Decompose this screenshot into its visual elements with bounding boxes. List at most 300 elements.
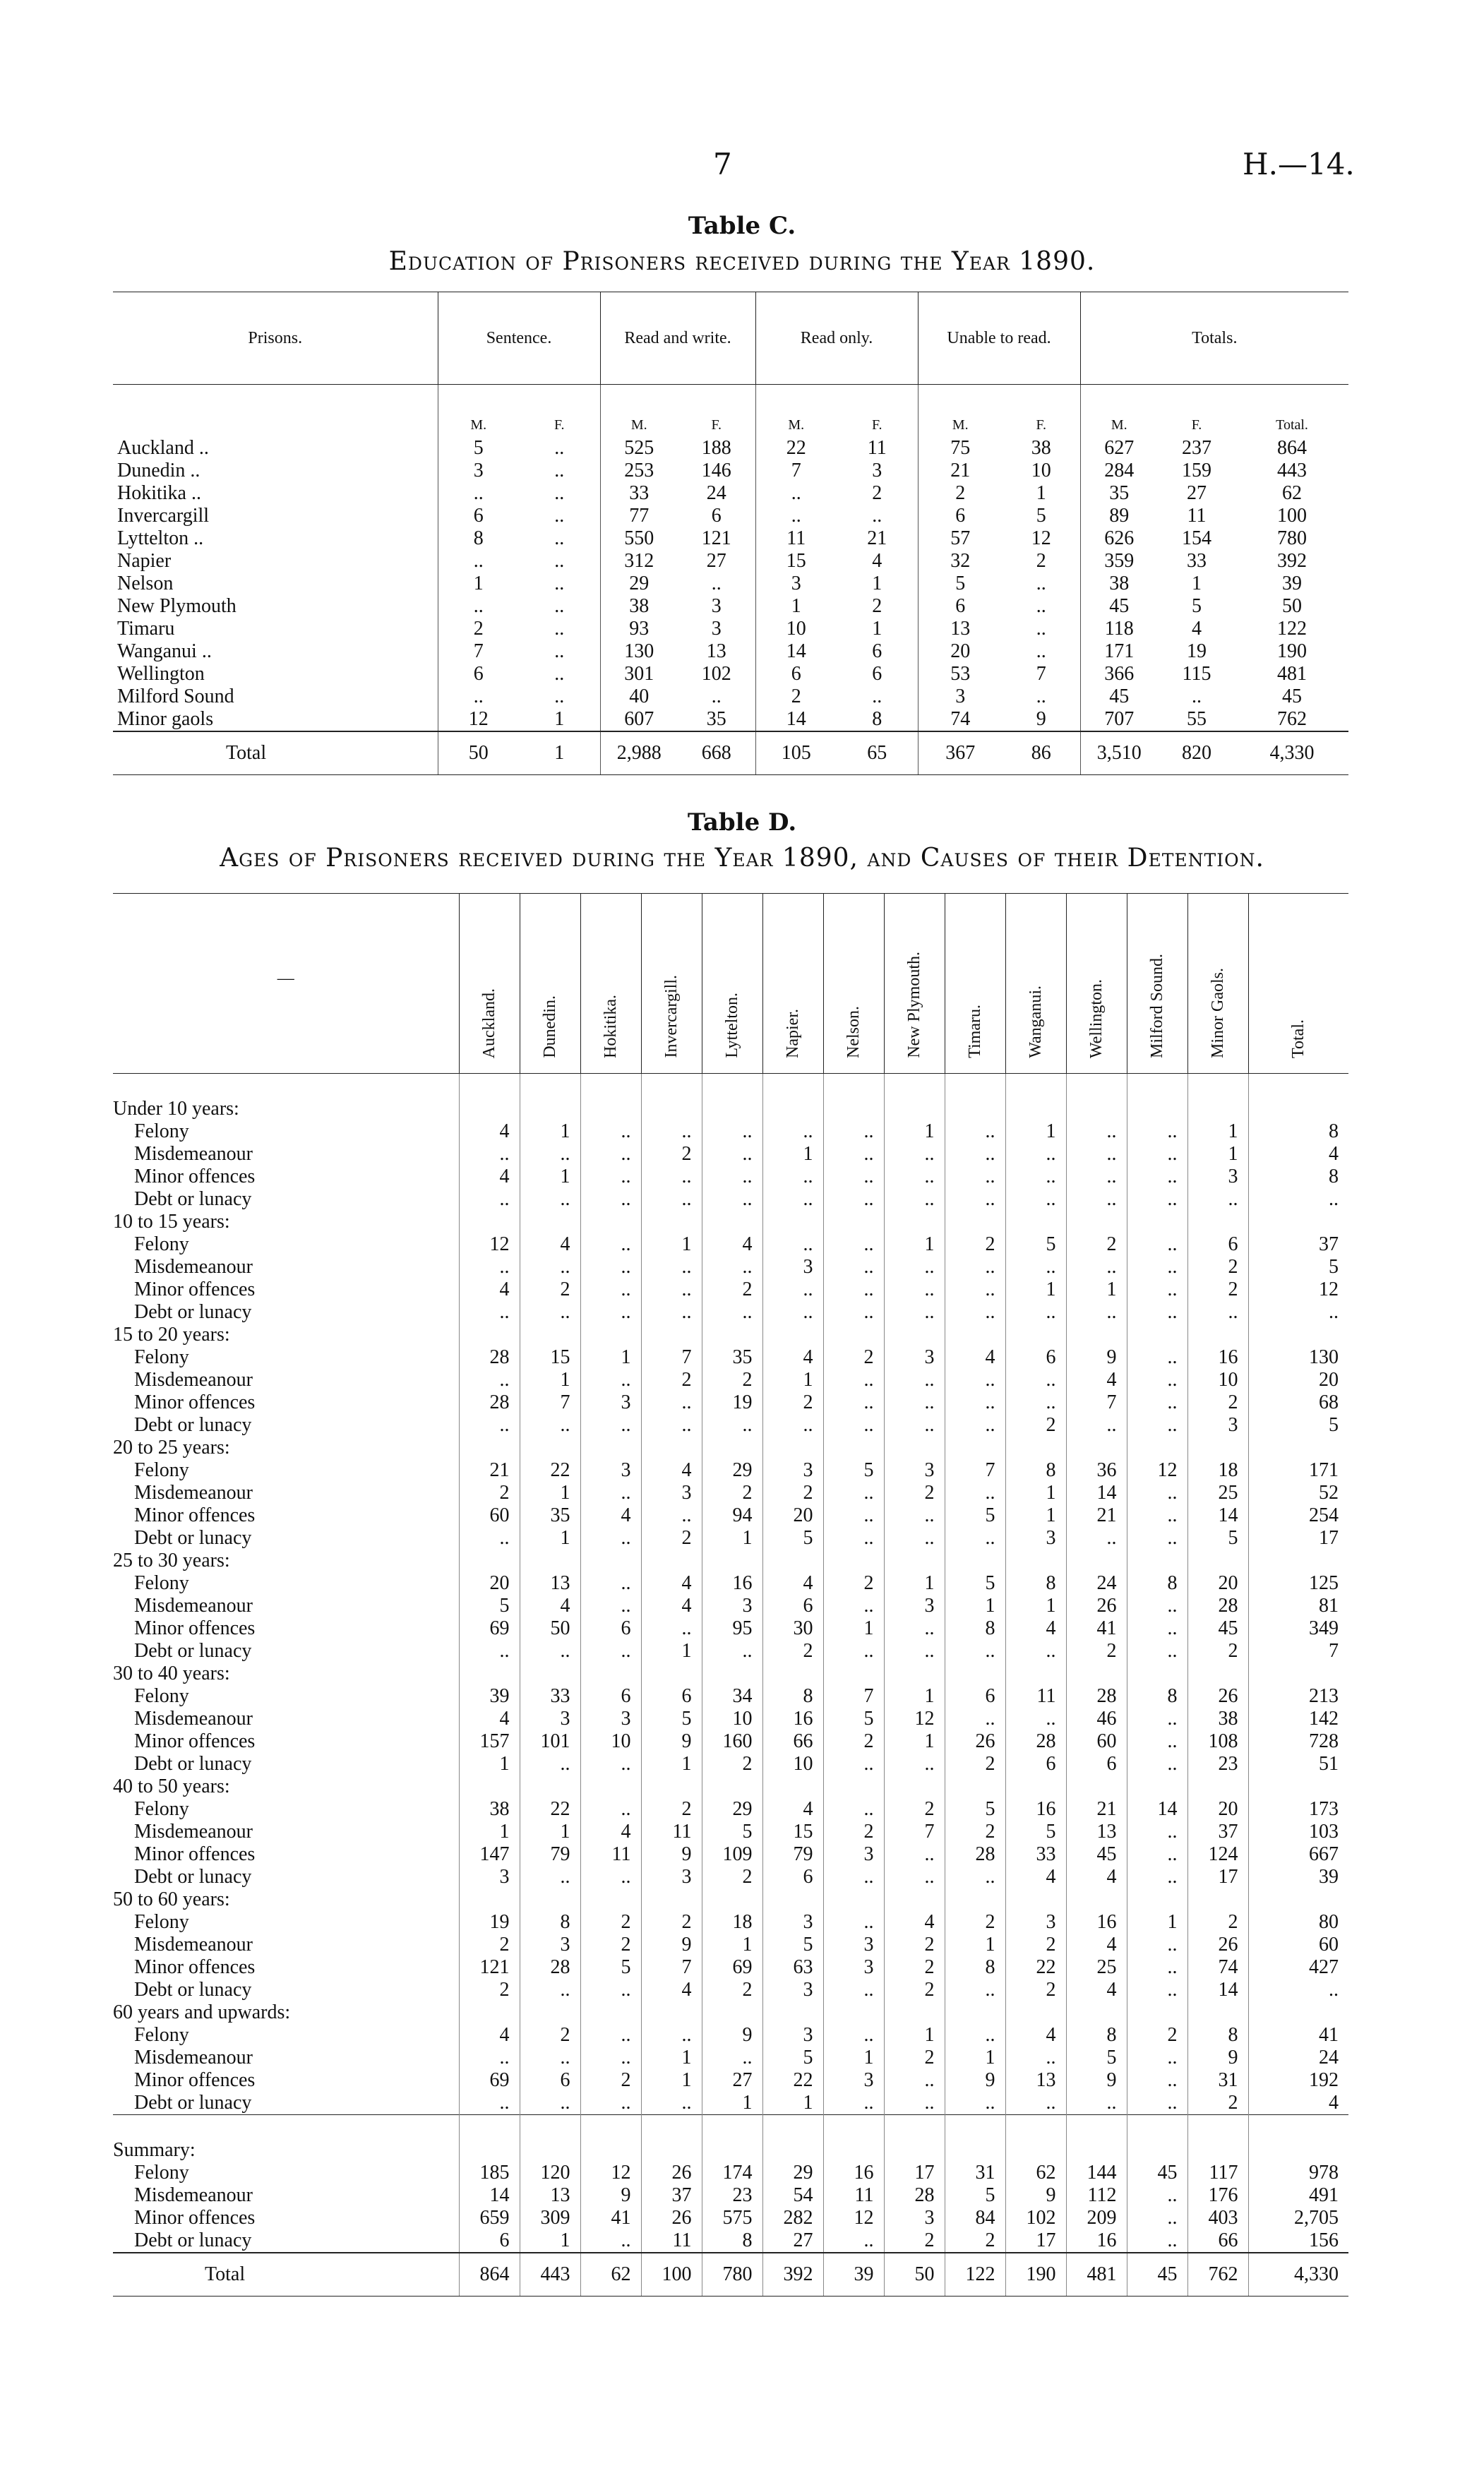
- column-header-label: Invercargill.: [662, 975, 681, 1058]
- table-cell: 282: [762, 2207, 823, 2229]
- column-header-label: Total.: [1288, 1019, 1308, 1058]
- prison-name: Timaru: [117, 618, 175, 640]
- table-cell: 4: [1066, 1369, 1127, 1391]
- table-cell: 93: [600, 618, 678, 640]
- table-cell: 8: [1187, 2024, 1248, 2047]
- table-cell: ..: [884, 1753, 945, 1776]
- table-cell: 26: [641, 2207, 702, 2229]
- table-cell: 3: [438, 460, 519, 482]
- table-cell: ..: [554, 573, 565, 594]
- table-cell: ..: [1127, 1279, 1187, 1301]
- table-row: [113, 1527, 1348, 1550]
- table-cell: ..: [884, 1866, 945, 1888]
- table-cell: 2: [823, 1346, 884, 1369]
- table-cell: 9: [702, 2024, 762, 2047]
- table-cell: ..: [580, 2229, 641, 2253]
- table-cell: 11: [1005, 1685, 1066, 1708]
- table-cell: ..: [580, 1279, 641, 1301]
- table-cell: ..: [1127, 1482, 1187, 1504]
- table-cell: 23: [1187, 1753, 1248, 1776]
- table-cell: ..: [554, 550, 565, 572]
- table-cell: ..: [641, 1256, 702, 1279]
- table-cell: 4: [1192, 618, 1202, 640]
- table-cell: ..: [1036, 685, 1046, 707]
- table-cell: ..: [945, 1866, 1005, 1888]
- table-cell: 12: [884, 1708, 945, 1730]
- table-row: [113, 2229, 1348, 2253]
- table-cell: ..: [641, 2092, 702, 2115]
- table-cell: ..: [702, 1640, 762, 1663]
- table-cell: 60: [1066, 1730, 1127, 1753]
- table-cell: ..: [554, 482, 565, 504]
- table-cell: 101: [520, 1730, 580, 1753]
- table-cell: 5: [1192, 595, 1202, 617]
- table-cell: 10: [1187, 1369, 1248, 1391]
- table-cell: 2: [702, 1482, 762, 1504]
- table-cell: 121: [459, 1956, 520, 1979]
- subhead-cell: M.: [918, 385, 1003, 438]
- table-cell: ..: [1187, 1301, 1248, 1324]
- offence-label: Misdemeanour: [134, 1369, 253, 1391]
- offence-label: Debt or lunacy: [134, 1527, 252, 1549]
- table-cell: 33: [600, 482, 678, 505]
- age-group-label: 30 to 40 years:: [113, 1663, 230, 1684]
- table-cell: ..: [580, 1369, 641, 1391]
- table-row: [113, 1369, 1348, 1391]
- table-cell: 157: [459, 1730, 520, 1753]
- table-cell: ..: [520, 1188, 580, 1211]
- table-cell: 3: [711, 595, 722, 617]
- table-cell: 8: [702, 2229, 762, 2253]
- table-cell: 1: [641, 1640, 702, 1663]
- table-cell: 7: [641, 1346, 702, 1369]
- table-cell: ..: [1005, 1166, 1066, 1188]
- table-cell: 28: [884, 2184, 945, 2207]
- table-row: [113, 550, 1348, 573]
- table-cell: 62: [1282, 482, 1303, 504]
- table-cell: ..: [641, 1504, 702, 1527]
- table-cell: 2: [520, 2024, 580, 2047]
- table-row: [113, 618, 1348, 640]
- table-cell: ..: [823, 2229, 884, 2253]
- table-cell: ..: [884, 1527, 945, 1550]
- table-cell: ..: [580, 1256, 641, 1279]
- column-header-label: Milford Sound.: [1147, 953, 1166, 1058]
- table-cell: 63: [762, 1956, 823, 1979]
- table-cell: 2: [884, 2229, 945, 2253]
- table-row: [113, 1956, 1348, 1979]
- total-cell: 820: [1158, 731, 1235, 775]
- table-cell: 1: [823, 2047, 884, 2069]
- table-cell: ..: [945, 1301, 1005, 1324]
- table-cell: ..: [641, 2024, 702, 2047]
- table-cell: 34: [702, 1685, 762, 1708]
- table-cell: 12: [459, 1233, 520, 1256]
- offence-label: Debt or lunacy: [134, 1188, 252, 1210]
- table-cell: ..: [945, 1143, 1005, 1166]
- table-cell: ..: [1127, 1369, 1187, 1391]
- table-cell: ..: [884, 1256, 945, 1279]
- table-cell: 1: [702, 1934, 762, 1956]
- column-header-label: Timaru.: [965, 1005, 984, 1058]
- table-cell: ..: [520, 2047, 580, 2069]
- table-cell: 9: [1036, 708, 1046, 730]
- table-cell: 4: [459, 1166, 520, 1188]
- offence-label: Misdemeanour: [134, 2184, 253, 2206]
- table-cell: 3: [823, 1956, 884, 1979]
- table-cell: 1: [1005, 1504, 1066, 1527]
- table-cell: 11: [641, 1821, 702, 1843]
- table-cell: 12: [1248, 1279, 1348, 1301]
- table-cell: 2: [1187, 1279, 1248, 1301]
- table-cell: 6: [438, 663, 519, 685]
- table-row: [113, 1843, 1348, 1866]
- table-cell: ..: [945, 1527, 1005, 1550]
- table-cell: ..: [823, 1414, 884, 1437]
- table-cell: 312: [600, 550, 678, 573]
- table-cell: 8: [1005, 1572, 1066, 1595]
- table-cell: ..: [884, 1143, 945, 1166]
- table-cell: ..: [1248, 1301, 1348, 1324]
- table-cell: 4: [1066, 1979, 1127, 2001]
- table-cell: 45: [1187, 1617, 1248, 1640]
- table-cell: ..: [711, 685, 722, 707]
- table-cell: 33: [1187, 550, 1207, 572]
- table-row: [113, 1934, 1348, 1956]
- table-cell: 1: [580, 1346, 641, 1369]
- offence-label: Misdemeanour: [134, 1821, 253, 1843]
- table-row: [113, 1188, 1348, 1211]
- table-cell: ..: [1127, 1979, 1187, 2001]
- table-c-title: Table C.: [688, 212, 796, 240]
- table-cell: 626: [1080, 527, 1158, 550]
- table-cell: 5: [823, 1708, 884, 1730]
- table-row: [113, 2047, 1348, 2069]
- prison-name: Wellington: [117, 663, 205, 685]
- table-cell: 22: [755, 437, 837, 460]
- offence-label: Minor offences: [134, 1843, 256, 1865]
- table-cell: 103: [1248, 1821, 1348, 1843]
- table-cell: 2: [580, 2069, 641, 2092]
- table-cell: 9: [641, 1934, 702, 1956]
- table-cell: ..: [580, 1527, 641, 1550]
- spacer-row: [113, 2115, 1348, 2140]
- table-cell: 55: [1187, 708, 1207, 730]
- table-cell: ..: [1127, 1843, 1187, 1866]
- prison-name: Auckland ..: [117, 437, 209, 459]
- total-cell: 1: [519, 731, 600, 775]
- table-cell: 5: [702, 1821, 762, 1843]
- table-cell: 3: [755, 573, 837, 595]
- table-row: [113, 1301, 1348, 1324]
- table-cell: 19: [1187, 640, 1207, 662]
- table-cell: 1: [1127, 1911, 1187, 1934]
- table-cell: 117: [1187, 2162, 1248, 2184]
- table-cell: 3: [918, 685, 1003, 708]
- table-cell: ..: [580, 1640, 641, 1663]
- col-totals: Totals.: [1080, 292, 1348, 385]
- table-cell: 26: [641, 2162, 702, 2184]
- table-cell: 52: [1248, 1482, 1348, 1504]
- table-cell: ..: [823, 2024, 884, 2047]
- table-cell: 20: [1187, 1798, 1248, 1821]
- table-cell: 1: [762, 2092, 823, 2115]
- column-header-label: Lyttelton.: [722, 993, 741, 1058]
- table-cell: 4: [1005, 2024, 1066, 2047]
- table-cell: 4: [1005, 1866, 1066, 1888]
- total-cell: 86: [1003, 731, 1080, 775]
- table-cell: 4: [641, 1572, 702, 1595]
- summary-label: Summary:: [113, 2139, 196, 2161]
- table-cell: 2: [884, 1979, 945, 2001]
- table-cell: ..: [823, 1166, 884, 1188]
- table-row: [113, 1482, 1348, 1504]
- table-cell: 26: [1187, 1934, 1248, 1956]
- table-cell: 1: [459, 1753, 520, 1776]
- table-cell: 6: [755, 663, 837, 685]
- table-cell: 667: [1248, 1843, 1348, 1866]
- table-cell: 17: [1248, 1527, 1348, 1550]
- table-cell: 40: [600, 685, 678, 708]
- table-cell: ..: [580, 1798, 641, 1821]
- table-cell: ..: [762, 1120, 823, 1143]
- total-label: Total: [113, 731, 438, 775]
- offence-label: Felony: [134, 1120, 189, 1142]
- column-header: [520, 894, 580, 1074]
- table-cell: 9: [945, 2069, 1005, 2092]
- table-cell: 13: [520, 1572, 580, 1595]
- table-cell: 6: [762, 1866, 823, 1888]
- table-cell: ..: [459, 1414, 520, 1437]
- table-c-subtitle: Education of Prisoners received during the Year 1890.: [388, 247, 1096, 276]
- table-cell: ..: [554, 595, 565, 617]
- table-cell: ..: [438, 595, 519, 618]
- table-cell: 10: [755, 618, 837, 640]
- table-cell: 11: [641, 2229, 702, 2253]
- offence-label: Minor offences: [134, 1504, 256, 1526]
- table-cell: 4: [1005, 1617, 1066, 1640]
- age-group-row: [113, 1550, 1348, 1572]
- table-cell: 2: [459, 1934, 520, 1956]
- table-cell: 3: [762, 1911, 823, 1934]
- table-cell: ..: [945, 1708, 1005, 1730]
- table-cell: 4: [1248, 1143, 1348, 1166]
- total-cell: 2,988: [600, 731, 678, 775]
- table-cell: 130: [600, 640, 678, 663]
- table-cell: ..: [762, 1166, 823, 1188]
- table-cell: 7: [641, 1956, 702, 1979]
- table-cell: 17: [884, 2162, 945, 2184]
- table-cell: 45: [1066, 1843, 1127, 1866]
- table-cell: 7: [823, 1685, 884, 1708]
- table-cell: ..: [823, 1143, 884, 1166]
- table-cell: 109: [702, 1843, 762, 1866]
- table-row: [113, 1595, 1348, 1617]
- prison-name: Wanganui ..: [117, 640, 212, 662]
- table-cell: ..: [1127, 2047, 1187, 2069]
- table-cell: 3: [1187, 1414, 1248, 1437]
- table-cell: 3: [459, 1866, 520, 1888]
- total-label: Total: [113, 2253, 459, 2297]
- table-cell: 18: [702, 1911, 762, 1934]
- table-cell: ..: [945, 1369, 1005, 1391]
- table-cell: 1: [945, 1595, 1005, 1617]
- table-cell: 102: [1005, 2207, 1066, 2229]
- table-cell: 7: [1036, 663, 1046, 685]
- table-cell: ..: [1127, 1640, 1187, 1663]
- table-d: [113, 893, 1348, 2297]
- table-cell: ..: [1005, 1391, 1066, 1414]
- table-cell: 10: [1031, 460, 1051, 481]
- table-cell: ..: [945, 2024, 1005, 2047]
- table-cell: ..: [1005, 2092, 1066, 2115]
- offence-label: Debt or lunacy: [134, 1753, 252, 1775]
- table-cell: 4: [762, 1798, 823, 1821]
- table-cell: 6: [762, 1595, 823, 1617]
- table-cell: 2: [702, 1866, 762, 1888]
- table-cell: ..: [641, 1617, 702, 1640]
- table-cell: 84: [945, 2207, 1005, 2229]
- table-cell: ..: [945, 1414, 1005, 1437]
- column-header-label: Hokitika.: [601, 995, 620, 1058]
- table-cell: 3: [762, 1979, 823, 2001]
- table-cell: 2: [823, 1572, 884, 1595]
- total-row: [113, 2253, 1348, 2297]
- table-cell: 11: [1187, 505, 1207, 527]
- table-cell: 11: [580, 1843, 641, 1866]
- offence-label: Debt or lunacy: [134, 1979, 252, 2001]
- table-d-subtitle: Ages of Prisoners received during the Year 1890, and Causes of their Detention.: [220, 844, 1264, 873]
- table-cell: 18: [1187, 1459, 1248, 1482]
- table-cell: 8: [1005, 1459, 1066, 1482]
- table-cell: ..: [1127, 1956, 1187, 1979]
- table-cell: 89: [1080, 505, 1158, 527]
- table-cell: ..: [823, 1369, 884, 1391]
- table-cell: 144: [1066, 2162, 1127, 2184]
- table-cell: 1: [554, 708, 565, 730]
- table-cell: 66: [762, 1730, 823, 1753]
- table-cell: 5: [1187, 1527, 1248, 1550]
- table-cell: 38: [1187, 1708, 1248, 1730]
- table-row: [113, 595, 1348, 618]
- table-cell: 14: [1127, 1798, 1187, 1821]
- offence-label: Minor offences: [134, 1617, 256, 1639]
- table-cell: 3: [1005, 1527, 1066, 1550]
- table-cell: ..: [580, 1166, 641, 1188]
- table-cell: 7: [520, 1391, 580, 1414]
- table-cell: ..: [1066, 1256, 1127, 1279]
- table-cell: 2: [1005, 1414, 1066, 1437]
- table-cell: 100: [1277, 505, 1308, 527]
- table-cell: 28: [459, 1391, 520, 1414]
- table-c: [113, 292, 1348, 775]
- table-cell: 115: [1182, 663, 1211, 685]
- table-row: [113, 482, 1348, 505]
- table-cell: ..: [580, 2092, 641, 2115]
- table-cell: ..: [580, 1753, 641, 1776]
- table-cell: 1: [1192, 573, 1202, 594]
- table-cell: 762: [1277, 708, 1308, 730]
- table-cell: ..: [1192, 685, 1202, 707]
- table-row: [113, 1120, 1348, 1143]
- table-cell: 3: [762, 1459, 823, 1482]
- prison-name: Lyttelton ..: [117, 527, 204, 549]
- table-cell: 6: [580, 1685, 641, 1708]
- table-cell: 29: [702, 1798, 762, 1821]
- table-cell: 4: [641, 1979, 702, 2001]
- table-cell: ..: [1005, 1708, 1066, 1730]
- table-cell: 5: [918, 573, 1003, 595]
- table-row: [113, 708, 1348, 731]
- table-cell: 525: [600, 437, 678, 460]
- col-sentence: Sentence.: [438, 292, 600, 385]
- table-cell: 1: [459, 1821, 520, 1843]
- table-cell: ..: [1127, 1256, 1187, 1279]
- table-cell: ..: [884, 1414, 945, 1437]
- table-cell: 20: [1248, 1369, 1348, 1391]
- table-cell: 12: [1031, 527, 1051, 549]
- total-cell: 122: [945, 2253, 1005, 2297]
- table-cell: ..: [823, 1256, 884, 1279]
- offence-label: Felony: [134, 2162, 189, 2184]
- prison-name: Invercargill: [117, 505, 210, 527]
- table-cell: 9: [641, 1730, 702, 1753]
- table-cell: 24: [706, 482, 726, 504]
- table-cell: 14: [1187, 1979, 1248, 2001]
- table-cell: ..: [702, 2047, 762, 2069]
- table-cell: ..: [755, 505, 837, 527]
- table-row: [113, 1911, 1348, 1934]
- table-cell: ..: [459, 2092, 520, 2115]
- table-cell: 192: [1248, 2069, 1348, 2092]
- col-read-write: Read and write.: [600, 292, 755, 385]
- table-cell: 45: [1080, 595, 1158, 618]
- total-cell: 39: [823, 2253, 884, 2297]
- table-cell: 5: [641, 1708, 702, 1730]
- table-cell: 14: [755, 708, 837, 731]
- table-cell: ..: [1005, 1256, 1066, 1279]
- table-cell: 2: [1187, 1256, 1248, 1279]
- table-cell: 2: [580, 1911, 641, 1934]
- table-cell: ..: [702, 1188, 762, 1211]
- column-header-label: Dunedin.: [540, 995, 559, 1058]
- table-cell: ..: [580, 1866, 641, 1888]
- table-cell: 1: [884, 1120, 945, 1143]
- table-cell: ..: [884, 1301, 945, 1324]
- table-cell: 4: [580, 1821, 641, 1843]
- table-cell: 10: [762, 1753, 823, 1776]
- table-cell: 2: [945, 1821, 1005, 1843]
- table-cell: 57: [918, 527, 1003, 550]
- table-cell: ..: [762, 1188, 823, 1211]
- table-cell: ..: [762, 1233, 823, 1256]
- table-cell: 284: [1080, 460, 1158, 482]
- table-cell: 2: [641, 1798, 702, 1821]
- prison-name: Hokitika ..: [117, 482, 201, 504]
- table-cell: ..: [945, 1640, 1005, 1663]
- table-cell: 2: [884, 1482, 945, 1504]
- table-cell: 27: [1187, 482, 1207, 504]
- offence-label: Debt or lunacy: [134, 2229, 252, 2251]
- table-cell: 156: [1248, 2229, 1348, 2253]
- table-cell: 1: [755, 595, 837, 618]
- table-cell: 728: [1248, 1730, 1348, 1753]
- table-cell: 6: [945, 1685, 1005, 1708]
- age-group-label: 50 to 60 years:: [113, 1888, 230, 1910]
- table-cell: 1: [762, 1369, 823, 1391]
- table-cell: 6: [1066, 1753, 1127, 1776]
- table-cell: 5: [762, 2047, 823, 2069]
